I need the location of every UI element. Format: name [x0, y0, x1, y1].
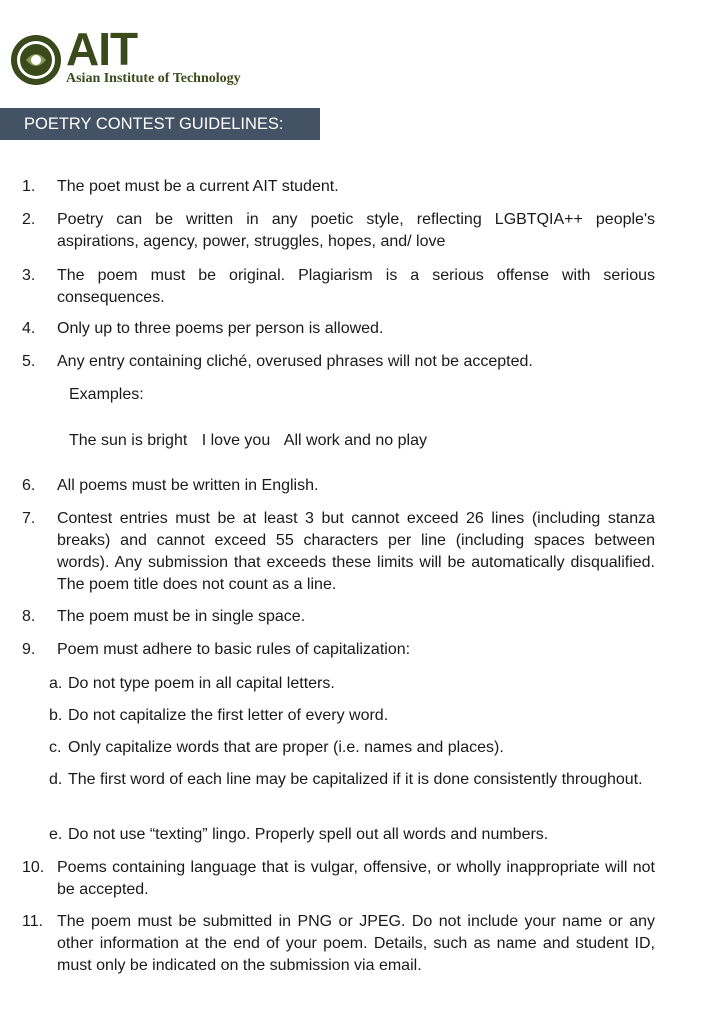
ait-seal-logo: [10, 34, 62, 86]
example-phrase: I love you: [201, 432, 271, 449]
item-number: 11.: [22, 913, 44, 930]
item-text: The poet must be a current AIT student.: [57, 178, 339, 195]
header: [10, 23, 310, 92]
sub-item-text: Do not capitalize the first letter of every word.: [68, 707, 389, 724]
item-text: Only up to three poems per person is allowed.: [57, 320, 384, 337]
item-text: The poem must be submitted in PNG or JPEG. Do not include your name or any other information at the end of your poem. Details, such as name and student ID, must only be indicated on the submission via email.: [57, 913, 655, 974]
item-number: 9.: [22, 641, 36, 658]
item-text: All poems must be written in English.: [57, 477, 319, 494]
item-text: Poems containing language that is vulgar, offensive, or wholly inappropriate will not be accepted.: [57, 859, 655, 898]
item-text: The poem must be in single space.: [57, 608, 306, 625]
item-text: Any entry containing cliché, overused phrases will not be accepted.: [57, 353, 533, 370]
item-number: 5.: [22, 353, 36, 370]
item-number: 8.: [22, 608, 36, 625]
sub-item-letter: d.: [49, 771, 63, 788]
examples-phrases: [69, 430, 437, 452]
item-text: Poem must adhere to basic rules of capitalization:: [57, 641, 411, 658]
sub-item-letter: b.: [49, 707, 63, 724]
examples-label: Examples:: [69, 386, 144, 403]
sub-item-text: Do not use “texting” lingo. Properly spell out all words and numbers.: [68, 826, 549, 843]
item-text: Contest entries must be at least 3 but cannot exceed 26 lines (including stanza breaks) and cannot exceed 55 characters per line (including spaces between words). Any submission that exceeds these limits will be automatically disqualified. The poem title does not count as a line.: [57, 510, 655, 593]
sub-item-letter: c.: [49, 739, 62, 756]
sub-item-letter: e.: [49, 826, 63, 843]
logo-wordmark: AIT: [66, 23, 138, 75]
institute-name: Asian Institute of Technology: [66, 71, 241, 86]
item-number: 7.: [22, 510, 36, 527]
item-text: Poetry can be written in any poetic style, reflecting LGBTQIA++ people's aspirations, agency, power, struggles, hopes, and/ love: [57, 211, 655, 250]
title-banner: POETRY CONTEST GUIDELINES:: [0, 108, 320, 140]
item-number: 10.: [22, 859, 45, 876]
item-number: 6.: [22, 477, 36, 494]
item-text: The poem must be original. Plagiarism is a serious offense with serious consequences.: [57, 267, 655, 306]
item-number: 2.: [22, 211, 36, 228]
sub-item-text: Only capitalize words that are proper (i.e. names and places).: [68, 739, 504, 756]
item-number: 3.: [22, 267, 36, 284]
sub-item-text: Do not type poem in all capital letters.: [68, 675, 335, 692]
example-phrase: All work and no play: [283, 432, 427, 449]
sub-item-text: The first word of each line may be capitalized if it is done consistently throughout.: [68, 771, 643, 788]
example-phrase: The sun is bright: [69, 432, 188, 449]
item-number: 4.: [22, 320, 36, 337]
item-number: 1.: [22, 178, 36, 195]
sub-item-letter: a.: [49, 675, 63, 692]
